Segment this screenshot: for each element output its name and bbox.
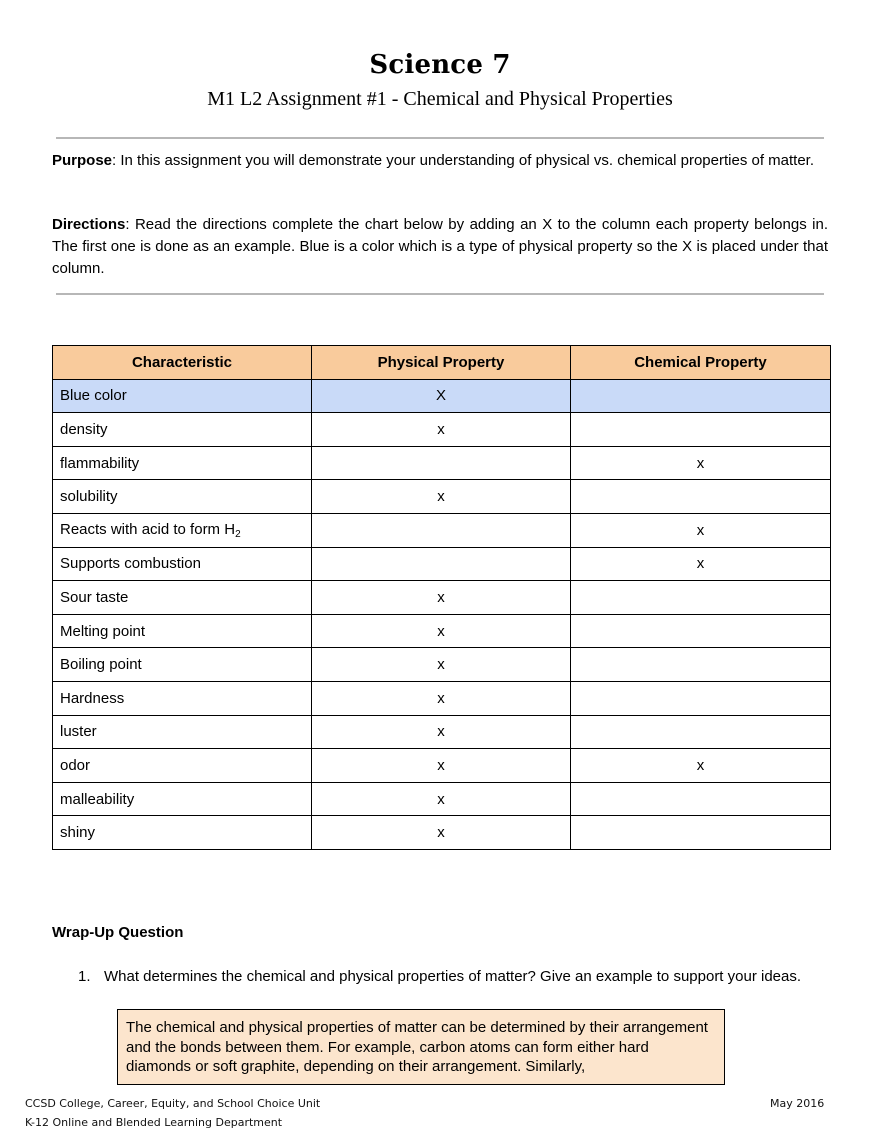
divider-bottom xyxy=(56,293,824,295)
cell-characteristic xyxy=(53,648,312,682)
subscript: 2 xyxy=(235,528,241,540)
characteristic-label: Reacts with acid to form H xyxy=(60,520,236,538)
purpose-paragraph xyxy=(52,150,828,172)
table-row xyxy=(53,749,831,783)
cell-physical-mark[interactable]: x xyxy=(312,782,571,816)
footer-date: May 2016 xyxy=(770,1097,825,1110)
footer-department: K-12 Online and Blended Learning Department xyxy=(25,1116,283,1129)
cell-characteristic xyxy=(53,379,312,413)
cell-characteristic xyxy=(53,782,312,816)
directions-label: Directions xyxy=(52,216,126,233)
cell-characteristic xyxy=(53,581,312,615)
characteristic-label: flammability xyxy=(60,454,140,472)
cell-physical-mark[interactable]: X xyxy=(312,379,571,413)
table-row xyxy=(53,715,831,749)
directions-paragraph xyxy=(52,214,828,280)
cell-physical-mark[interactable]: x xyxy=(312,681,571,715)
assignment-subtitle: M1 L2 Assignment #1 - Chemical and Physical Properties xyxy=(207,88,673,110)
table-row xyxy=(53,816,831,850)
purpose-text: : In this assignment you will demonstrate your understanding of physical vs. chemical properties of matter. xyxy=(112,152,815,169)
cell-physical-mark[interactable]: x xyxy=(312,413,571,447)
cell-physical-mark[interactable]: x xyxy=(312,749,571,783)
cell-physical-mark[interactable]: x xyxy=(312,715,571,749)
question-text: What determines the chemical and physical properties of matter? Give an example to support your ideas. xyxy=(104,968,802,985)
cell-characteristic xyxy=(53,749,312,783)
cell-characteristic xyxy=(53,480,312,514)
table-row xyxy=(53,379,831,413)
table-row xyxy=(53,446,831,480)
cell-chemical-mark[interactable]: x xyxy=(571,446,831,480)
cell-characteristic xyxy=(53,446,312,480)
cell-chemical-mark[interactable] xyxy=(571,581,831,615)
table-row xyxy=(53,614,831,648)
directions-text: : Read the directions complete the chart below by adding an X to the column each property belongs in. The first one is done as an example. Blue is a color which is a type of physical property so the X is placed under that column. xyxy=(52,216,828,277)
cell-characteristic xyxy=(53,547,312,581)
cell-physical-mark[interactable]: x xyxy=(312,648,571,682)
properties-table xyxy=(52,345,831,850)
cell-physical-mark[interactable]: x xyxy=(312,816,571,850)
cell-chemical-mark[interactable] xyxy=(571,648,831,682)
header-physical-property: Physical Property xyxy=(312,346,571,380)
cell-chemical-mark[interactable] xyxy=(571,816,831,850)
table-row xyxy=(53,782,831,816)
cell-characteristic xyxy=(53,413,312,447)
page-title: Science 7 xyxy=(369,50,511,80)
answer-box[interactable]: The chemical and physical properties of matter can be determined by their arrangement and the bonds between them. For example, carbon atoms can form either hard diamonds or soft graphite, depending on their arrangement. Similarly, xyxy=(117,1009,725,1085)
divider-top xyxy=(56,137,824,139)
cell-chemical-mark[interactable] xyxy=(571,379,831,413)
wrap-up-heading: Wrap-Up Question xyxy=(52,924,184,941)
characteristic-label: solubility xyxy=(60,488,118,506)
cell-physical-mark[interactable]: x xyxy=(312,480,571,514)
characteristic-label: shiny xyxy=(60,824,96,842)
cell-chemical-mark[interactable] xyxy=(571,715,831,749)
footer-unit: CCSD College, Career, Equity, and School Choice Unit xyxy=(25,1097,321,1110)
table-row xyxy=(53,547,831,581)
cell-chemical-mark[interactable]: x xyxy=(571,513,831,547)
header-chemical-property: Chemical Property xyxy=(571,346,831,380)
cell-characteristic xyxy=(53,816,312,850)
table-row xyxy=(53,681,831,715)
cell-physical-mark[interactable]: x xyxy=(312,614,571,648)
cell-chemical-mark[interactable]: x xyxy=(571,547,831,581)
cell-characteristic xyxy=(53,715,312,749)
characteristic-label: density xyxy=(60,420,108,438)
characteristic-label: luster xyxy=(60,723,97,741)
characteristic-label: Hardness xyxy=(60,689,125,707)
characteristic-label: Boiling point xyxy=(60,656,142,674)
cell-chemical-mark[interactable] xyxy=(571,614,831,648)
cell-characteristic xyxy=(53,681,312,715)
cell-characteristic xyxy=(53,614,312,648)
cell-chemical-mark[interactable] xyxy=(571,681,831,715)
characteristic-label: odor xyxy=(60,756,91,774)
table-row xyxy=(53,581,831,615)
characteristic-label: malleability xyxy=(60,790,135,808)
question-number: 1. xyxy=(78,968,91,985)
cell-physical-mark[interactable] xyxy=(312,547,571,581)
characteristic-label: Melting point xyxy=(60,622,146,640)
characteristic-label: Supports combustion xyxy=(60,555,201,573)
table-row xyxy=(53,480,831,514)
table-row xyxy=(53,513,831,547)
table-header-row xyxy=(53,346,831,380)
cell-physical-mark[interactable] xyxy=(312,513,571,547)
purpose-label: Purpose xyxy=(52,152,113,169)
cell-chemical-mark[interactable] xyxy=(571,480,831,514)
cell-physical-mark[interactable]: x xyxy=(312,581,571,615)
cell-chemical-mark[interactable] xyxy=(571,413,831,447)
cell-characteristic xyxy=(53,513,312,547)
table-row xyxy=(53,413,831,447)
table-row xyxy=(53,648,831,682)
characteristic-label: Blue color xyxy=(60,387,127,405)
characteristic-label: Sour taste xyxy=(60,588,129,606)
cell-chemical-mark[interactable] xyxy=(571,782,831,816)
wrap-up-question xyxy=(78,966,818,988)
cell-physical-mark[interactable] xyxy=(312,446,571,480)
cell-chemical-mark[interactable]: x xyxy=(571,749,831,783)
header-characteristic: Characteristic xyxy=(53,346,312,380)
